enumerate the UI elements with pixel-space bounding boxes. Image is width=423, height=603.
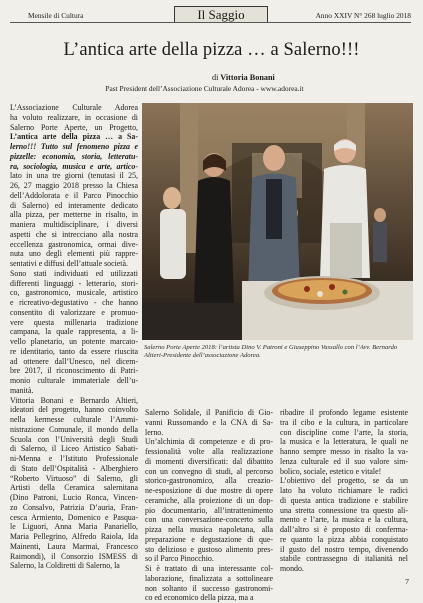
text-line: differenti linguaggi - letterario, stori- [10,278,138,288]
text-line: ra, sociologia, musica e arte, artico- [10,161,138,171]
text-line: Un’alchimia di competenze e di pro- [145,437,273,447]
text-line: lerno!!! Tutto sul fenomeno pizza e [10,142,138,151]
text-line: eccellenza gastronomica, ormai dive- [10,239,138,249]
photo-caption: Salerno Porte Aperte 2018: l’artista Dino V. Patroni e Giuseppino Vassallo con l’Avv. Bernardo Altieri-Presidente dell’associazione Adorea. [144,344,398,360]
text-line: di Stato dell’Ospitalità - Alberghiero [10,463,138,473]
text-line: Raimondi), il Consorzio ISMESS di [10,551,138,561]
byline-prefix: di [212,73,219,82]
text-line: lato ha voluto richiamare le radici [280,486,408,495]
text-line: con un convegno di studi, al percorso [145,466,273,476]
text-line: Si è trattato di una interessante col- [145,564,273,573]
text-line: hanno sempre messo in risalto la va- [280,447,408,456]
text-line: sto delizioso e gustoso alimento pres- [145,544,273,554]
text-line: pizzelle: economia, storia, letteratu- [10,151,138,161]
magazine-title: Il Saggio [174,6,268,23]
text-line: pizza nella musica napoletana, alla [145,525,273,534]
text-line: nuta uno degli elementi più rappre- [10,249,138,259]
text-line: storico-gastronomico, alla creazio- [145,476,273,486]
text-line: con una conversazione-concerto sulla [145,515,273,525]
text-line: preparazione e degustazione di que- [145,534,273,544]
text-line: (Dino Patroni, Lucio Ronca, Vincen- [10,493,138,502]
text-line: mento e l’arte, la musica e la cultura, [280,515,408,525]
text-line: bre 2017, il riconoscimento di Patri- [10,366,138,376]
text-line: di Salerno) ed interamente dedicato [10,200,138,210]
text-line: di momenti diversificati: dal dibattito [145,456,273,466]
text-line: sentativi e diffusi dell’attuale società. [10,259,128,268]
text-line: Scuola con l’Università degli Studi [10,434,138,444]
text-line: pio documentario, all’intrattenimento [145,505,273,515]
issue-info: Anno XXIV N° 268 luglio 2018 [315,11,411,20]
text-line: campana, la quale rappresenta, a li- [10,327,138,337]
text-line: ne-esposizione di due mostre di opere [145,486,273,495]
section-label: Mensile di Cultura [28,11,84,20]
text-line: re identitario, tanto da essere riuscita [10,346,138,356]
text-line: alla pizza, per metterne in risalto, in [10,210,138,220]
text-line: stabile contrassegno di italianità nel [280,554,408,564]
text-line: vello planetario, un potente marcato- [10,337,138,346]
text-line: Mainenti, Laura Marmai, Francesco [10,541,138,551]
text-line: nella kermesse culturale l’Ammi- [10,415,138,424]
text-line: il gusto del nostro tempo, divenendo [280,544,408,554]
text-line: re quanto la pizza abbia conquistato [280,534,408,544]
text-line: di Salerno, il Liceo Artistico Sabati- [10,444,138,454]
text-line: ribadire il profondo legame esistente [280,408,408,417]
text-line: dall’altro si è proposto di conferma- [280,525,408,534]
text-line: “Roberto Virtuoso” di Salerno, gli [10,473,138,483]
text-line: vanni Russomando e la CNA di Sa- [145,417,273,427]
text-line: lato in una tre giorni (tenutasi il 25, [10,171,138,181]
text-line: consentito di valorizzare e promuo- [10,307,138,317]
text-line: ad ottenere dall’Unesco, nel dicem- [10,356,138,366]
article-title: L’antica arte della pizza … a Salerno!!! [63,40,360,60]
page-number: 7 [405,577,409,586]
text-line: nistrazione Comunale, il mondo della [10,424,138,434]
text-line: Sono stati individuati ed utilizzati [10,268,138,278]
text-line: 26, 27 maggio 2018 presso la Chiesa [10,181,138,190]
event-photo [142,103,413,340]
article-column-2 [145,408,273,603]
text-line: ceramiche, alla proiezione di un dop- [145,495,273,505]
text-line: con discipline come l’arte, la storia, [280,427,408,437]
text-line: dell’Addolorata e il Parco Pinocchio [10,190,138,200]
text-line: Salerno Solidale, il Panificio di Gio- [145,408,273,417]
text-line: le Liguori, Anna Maria Panariello, [10,522,138,532]
text-line: vere questa millenaria tradizione [10,317,138,327]
text-line: lerno. [145,427,164,437]
author-role: Past President dell’Associazione Culturale Adorea - www.adorea.it [105,84,304,93]
text-line: bolico, sociale, estetico e vitale! [280,466,382,476]
byline [212,73,275,82]
text-line: Salerno Porte Aperte, un Progetto, [10,122,138,132]
text-line: ideatori del progetto, hanno coinvolto [10,405,138,415]
text-line: ha voluto realizzare, in occasione di [10,112,138,122]
article-column-1 [10,103,138,571]
photo-illustration [142,103,413,340]
text-line: e ricreativo-degustativo - che hanno [10,298,138,307]
text-line: manità. [10,385,34,395]
text-line: di questa antica tradizione e stabilire [280,495,408,505]
text-line: cesca Armiento, Domenico e Pasqua- [10,512,138,522]
text-line: una stretta connessione tra questo ali- [280,505,408,515]
text-line: fessionalità volte alla realizzazione [145,447,273,456]
text-line: tra il cibo e la cultura, in particolare [280,417,408,427]
text-line: so il Parco Pinocchio. [145,554,214,564]
author-name: Vittoria Bonani [220,73,275,82]
text-line: maniera multidisciplinare, i diversi [10,220,138,229]
page-header [10,6,411,22]
text-line: monio culturale immateriale dell’u- [10,376,138,385]
text-line: la musica e la letteratura, le quali ne [280,437,408,447]
header-rule [10,22,411,23]
text-line: non soltanto il successo gastronomi- [145,583,273,593]
text-line: laborazione, finalizzata a sottolineare [145,573,273,583]
text-line: co, gastronomico, musicale, artistico [10,288,138,298]
text-line: aspetti che si intrecciano alla nostra [10,229,138,239]
text-line: L’Associazione Culturale Adorea [10,103,138,112]
text-line: mondo. [280,564,304,573]
text-line: Vittoria Bonani e Bernardo Altieri, [10,395,138,405]
text-line: Maria Pellegrino, Alfredo Raiola, Ida [10,532,138,541]
text-line: L’obiettivo del progetto, se da un [280,476,408,486]
text-line: ni-Menna e l’Istituto Professionale [10,454,138,463]
text-line: co ed economico della pizza, ma a [145,593,254,603]
text-line: Artisti della Ceramica salernitana [10,483,138,493]
text-line: L’antica arte della pizza … a Sa- [10,132,138,142]
text-line: Salerno, la Coldiretti di Salerno, la [10,561,120,571]
text-line: lenza culturale ed il suo valore sim- [280,456,408,466]
text-line: zo Consalvo, Patrizia D’auria, Fran- [10,502,138,512]
article-column-3 [280,408,408,574]
